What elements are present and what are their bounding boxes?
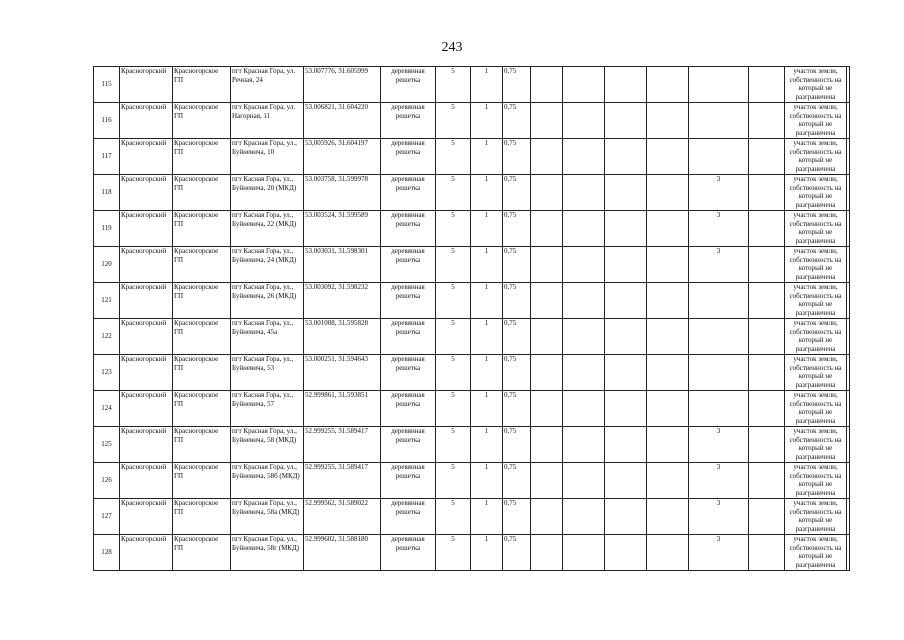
coordinates-cell: 53.003031, 31.598301: [304, 247, 381, 283]
land-status-cell: участок земли, собственность на который не разграничена: [785, 355, 847, 391]
value-c-cell: 0,75: [503, 391, 531, 427]
value-d-cell: 3: [689, 175, 749, 211]
empty-cell: [531, 391, 563, 427]
address-cell: пгт Касная Гора, ул., Буйневича, 26 (МКД): [231, 283, 304, 319]
value-b-cell: 1: [471, 103, 503, 139]
empty-cell: [531, 247, 563, 283]
coordinates-cell: 52.999602, 31.588180: [304, 535, 381, 571]
empty-cell: [605, 355, 647, 391]
table-row: [94, 211, 850, 247]
empty-cell: [749, 283, 785, 319]
empty-cell: [531, 139, 563, 175]
empty-cell: [531, 283, 563, 319]
district-cell: Красногорский: [120, 211, 173, 247]
address-cell: пгт Касная Гора, ул., Буйневича, 53: [231, 355, 304, 391]
fence-cell: деревянная решетка: [381, 535, 436, 571]
district-cell: Красногорский: [120, 67, 173, 103]
served-objects-cell: [847, 103, 850, 139]
value-a-cell: 5: [436, 499, 471, 535]
district-cell: Красногорский: [120, 175, 173, 211]
empty-cell: [531, 535, 563, 571]
row-number: 120: [94, 247, 120, 283]
empty-cell: [605, 535, 647, 571]
address-cell: пгт Касная Гора, ул., Буйневича, 24 (МКД): [231, 247, 304, 283]
page-number: 243: [441, 40, 463, 55]
value-a-cell: 5: [436, 319, 471, 355]
row-number: 121: [94, 283, 120, 319]
served-objects-cell: [847, 391, 850, 427]
served-objects-cell: [847, 211, 850, 247]
settlement-cell: Красногорское ГП: [173, 535, 231, 571]
value-a-cell: 5: [436, 211, 471, 247]
empty-cell: [647, 67, 689, 103]
coordinates-cell: 53.006821, 31.604220: [304, 103, 381, 139]
value-b-cell: 1: [471, 427, 503, 463]
value-c-cell: 0,75: [503, 535, 531, 571]
table-row: [94, 427, 850, 463]
value-c-cell: 0,75: [503, 211, 531, 247]
empty-cell: [749, 391, 785, 427]
settlement-cell: Красногорское ГП: [173, 427, 231, 463]
table-row: [94, 391, 850, 427]
value-c-cell: 0,75: [503, 175, 531, 211]
value-d-cell: 3: [689, 463, 749, 499]
empty-cell: [605, 463, 647, 499]
empty-cell: [605, 319, 647, 355]
table-row: [94, 355, 850, 391]
empty-cell: [605, 211, 647, 247]
empty-cell: [563, 211, 605, 247]
empty-cell: [749, 175, 785, 211]
value-b-cell: 1: [471, 175, 503, 211]
table-row: [94, 283, 850, 319]
value-b-cell: 1: [471, 463, 503, 499]
value-b-cell: 1: [471, 319, 503, 355]
empty-cell: [647, 247, 689, 283]
value-c-cell: 0,75: [503, 319, 531, 355]
coordinates-cell: 53.003092, 31.598232: [304, 283, 381, 319]
district-cell: Красногорский: [120, 355, 173, 391]
value-c-cell: 0,75: [503, 139, 531, 175]
empty-cell: [647, 427, 689, 463]
empty-cell: [605, 283, 647, 319]
empty-cell: [563, 499, 605, 535]
empty-cell: [647, 355, 689, 391]
district-cell: Красногорский: [120, 499, 173, 535]
settlement-cell: Красногорское ГП: [173, 139, 231, 175]
district-cell: Красногорский: [120, 139, 173, 175]
empty-cell: [531, 319, 563, 355]
value-d-cell: [689, 391, 749, 427]
value-b-cell: 1: [471, 391, 503, 427]
value-c-cell: 0,75: [503, 463, 531, 499]
empty-cell: [563, 67, 605, 103]
fence-cell: деревянная решетка: [381, 319, 436, 355]
address-cell: пгт Красная Гора, ул., Буйневича, 10: [231, 139, 304, 175]
land-status-cell: участок земли, собственность на который не разграничена: [785, 391, 847, 427]
settlement-cell: Красногорское ГП: [173, 499, 231, 535]
empty-cell: [531, 427, 563, 463]
address-cell: пгт Красная Гора, ул., Буйневича, 58а (МКД): [231, 499, 304, 535]
empty-cell: [605, 391, 647, 427]
table-row: [94, 139, 850, 175]
served-objects-cell: [847, 427, 850, 463]
value-d-cell: [689, 283, 749, 319]
table-row: [94, 499, 850, 535]
value-d-cell: [689, 139, 749, 175]
empty-cell: [647, 139, 689, 175]
address-cell: пгт Касная Гора, ул., Буйневича, 57: [231, 391, 304, 427]
empty-cell: [749, 355, 785, 391]
value-a-cell: 5: [436, 463, 471, 499]
empty-cell: [531, 355, 563, 391]
empty-cell: [605, 427, 647, 463]
value-d-cell: [689, 103, 749, 139]
empty-cell: [531, 175, 563, 211]
empty-cell: [531, 211, 563, 247]
row-number: 117: [94, 139, 120, 175]
value-b-cell: 1: [471, 67, 503, 103]
table-row: [94, 175, 850, 211]
district-cell: Красногорский: [120, 319, 173, 355]
fence-cell: деревянная решетка: [381, 211, 436, 247]
district-cell: Красногорский: [120, 391, 173, 427]
settlement-cell: Красногорское ГП: [173, 283, 231, 319]
empty-cell: [647, 319, 689, 355]
value-d-cell: 3: [689, 427, 749, 463]
value-c-cell: 0,75: [503, 247, 531, 283]
address-cell: пгт Красная Гора, ул. Нагорная, 11: [231, 103, 304, 139]
coordinates-cell: 53.007776, 31.605999: [304, 67, 381, 103]
empty-cell: [647, 463, 689, 499]
value-d-cell: [689, 319, 749, 355]
value-a-cell: 5: [436, 283, 471, 319]
address-cell: пгт Красная Гора, ул., Буйневича, 58г (МКД): [231, 535, 304, 571]
value-a-cell: 5: [436, 427, 471, 463]
value-d-cell: 3: [689, 499, 749, 535]
value-d-cell: 3: [689, 247, 749, 283]
value-a-cell: 5: [436, 247, 471, 283]
value-b-cell: 1: [471, 211, 503, 247]
fence-cell: деревянная решетка: [381, 103, 436, 139]
district-cell: Красногорский: [120, 463, 173, 499]
value-a-cell: 5: [436, 175, 471, 211]
served-objects-cell: [847, 463, 850, 499]
land-status-cell: участок земли, собственность на который не разграничена: [785, 463, 847, 499]
coordinates-cell: 52.999861, 31.593851: [304, 391, 381, 427]
value-c-cell: 0,75: [503, 355, 531, 391]
empty-cell: [749, 427, 785, 463]
empty-cell: [749, 535, 785, 571]
district-cell: Красногорский: [120, 103, 173, 139]
empty-cell: [749, 319, 785, 355]
settlement-cell: Красногорское ГП: [173, 319, 231, 355]
empty-cell: [605, 67, 647, 103]
served-objects-cell: [847, 355, 850, 391]
registry-table: [93, 66, 850, 571]
value-a-cell: 5: [436, 103, 471, 139]
empty-cell: [605, 247, 647, 283]
table-row: [94, 535, 850, 571]
served-objects-cell: [847, 247, 850, 283]
row-number: 115: [94, 67, 120, 103]
empty-cell: [563, 139, 605, 175]
table-row: [94, 463, 850, 499]
empty-cell: [563, 175, 605, 211]
address-cell: пгт Красная Гора, ул. Речная, 24: [231, 67, 304, 103]
table-row: [94, 247, 850, 283]
district-cell: Красногорский: [120, 283, 173, 319]
served-objects-cell: [847, 175, 850, 211]
empty-cell: [563, 535, 605, 571]
address-cell: пгт Красная Гора, ул., Буйневича, 58б (МКД): [231, 463, 304, 499]
district-cell: Красногорский: [120, 427, 173, 463]
settlement-cell: Красногорское ГП: [173, 391, 231, 427]
empty-cell: [647, 175, 689, 211]
row-number: 116: [94, 103, 120, 139]
coordinates-cell: 53.003758, 31.599978: [304, 175, 381, 211]
empty-cell: [563, 427, 605, 463]
empty-cell: [749, 139, 785, 175]
empty-cell: [563, 283, 605, 319]
value-b-cell: 1: [471, 247, 503, 283]
empty-cell: [563, 463, 605, 499]
district-cell: Красногорский: [120, 535, 173, 571]
settlement-cell: Красногорское ГП: [173, 67, 231, 103]
row-number: 126: [94, 463, 120, 499]
empty-cell: [605, 103, 647, 139]
fence-cell: деревянная решетка: [381, 391, 436, 427]
table-body: [94, 67, 850, 571]
land-status-cell: участок земли, собственность на который не разграничена: [785, 499, 847, 535]
value-a-cell: 5: [436, 67, 471, 103]
coordinates-cell: 53.003524, 31.599589: [304, 211, 381, 247]
address-cell: пгт Касная Гора, ул., Буйневича, 45а: [231, 319, 304, 355]
value-a-cell: 5: [436, 391, 471, 427]
row-number: 128: [94, 535, 120, 571]
row-number: 123: [94, 355, 120, 391]
fence-cell: деревянная решетка: [381, 247, 436, 283]
row-number: 124: [94, 391, 120, 427]
served-objects-cell: [847, 535, 850, 571]
value-b-cell: 1: [471, 535, 503, 571]
empty-cell: [605, 499, 647, 535]
value-d-cell: [689, 67, 749, 103]
settlement-cell: Красногорское ГП: [173, 355, 231, 391]
empty-cell: [749, 67, 785, 103]
district-cell: Красногорский: [120, 247, 173, 283]
row-number: 122: [94, 319, 120, 355]
value-a-cell: 5: [436, 139, 471, 175]
coordinates-cell: 52.999255, 31.589417: [304, 463, 381, 499]
empty-cell: [563, 391, 605, 427]
empty-cell: [749, 247, 785, 283]
empty-cell: [563, 247, 605, 283]
fence-cell: деревянная решетка: [381, 175, 436, 211]
value-a-cell: 5: [436, 355, 471, 391]
coordinates-cell: 52.999255, 31.589417: [304, 427, 381, 463]
table-row: [94, 103, 850, 139]
fence-cell: деревянная решетка: [381, 463, 436, 499]
empty-cell: [647, 499, 689, 535]
address-cell: пгт Касная Гора, ул., Буйневича, 22 (МКД): [231, 211, 304, 247]
served-objects-cell: [847, 283, 850, 319]
empty-cell: [531, 499, 563, 535]
address-cell: пгт Касная Гора, ул., Буйневича, 20 (МКД): [231, 175, 304, 211]
empty-cell: [563, 355, 605, 391]
empty-cell: [531, 67, 563, 103]
value-b-cell: 1: [471, 283, 503, 319]
empty-cell: [749, 499, 785, 535]
empty-cell: [563, 103, 605, 139]
empty-cell: [605, 175, 647, 211]
settlement-cell: Красногорское ГП: [173, 103, 231, 139]
value-c-cell: 0,75: [503, 283, 531, 319]
fence-cell: деревянная решетка: [381, 67, 436, 103]
settlement-cell: Красногорское ГП: [173, 247, 231, 283]
fence-cell: деревянная решетка: [381, 139, 436, 175]
empty-cell: [647, 535, 689, 571]
empty-cell: [647, 283, 689, 319]
row-number: 118: [94, 175, 120, 211]
land-status-cell: участок земли, собственность на который не разграничена: [785, 247, 847, 283]
land-status-cell: участок земли, собственность на который не разграничена: [785, 319, 847, 355]
land-status-cell: участок земли, собственность на который не разграничена: [785, 103, 847, 139]
row-number: 127: [94, 499, 120, 535]
value-c-cell: 0,75: [503, 103, 531, 139]
empty-cell: [647, 103, 689, 139]
value-a-cell: 5: [436, 535, 471, 571]
land-status-cell: участок земли, собственность на который не разграничена: [785, 427, 847, 463]
served-objects-cell: [847, 67, 850, 103]
empty-cell: [531, 463, 563, 499]
empty-cell: [605, 139, 647, 175]
value-c-cell: 0,75: [503, 67, 531, 103]
settlement-cell: Красногорское ГП: [173, 211, 231, 247]
fence-cell: деревянная решетка: [381, 499, 436, 535]
empty-cell: [749, 211, 785, 247]
value-d-cell: [689, 355, 749, 391]
coordinates-cell: 53.000251, 31.594643: [304, 355, 381, 391]
coordinates-cell: 52.999562, 31.589022: [304, 499, 381, 535]
settlement-cell: Красногорское ГП: [173, 463, 231, 499]
value-b-cell: 1: [471, 355, 503, 391]
coordinates-cell: 53,005926, 31,604197: [304, 139, 381, 175]
land-status-cell: участок земли, собственность на который не разграничена: [785, 211, 847, 247]
empty-cell: [749, 463, 785, 499]
land-status-cell: участок земли, собственность на который не разграничена: [785, 283, 847, 319]
row-number: 119: [94, 211, 120, 247]
value-b-cell: 1: [471, 499, 503, 535]
land-status-cell: участок земли, собственность на который не разграничена: [785, 535, 847, 571]
served-objects-cell: [847, 319, 850, 355]
value-d-cell: 3: [689, 211, 749, 247]
table-row: [94, 67, 850, 103]
value-c-cell: 0,75: [503, 427, 531, 463]
served-objects-cell: [847, 139, 850, 175]
value-d-cell: 3: [689, 535, 749, 571]
empty-cell: [531, 103, 563, 139]
value-c-cell: 0,75: [503, 499, 531, 535]
value-b-cell: 1: [471, 139, 503, 175]
land-status-cell: участок земли, собственность на который не разграничена: [785, 139, 847, 175]
settlement-cell: Красногорское ГП: [173, 175, 231, 211]
fence-cell: деревянная решетка: [381, 355, 436, 391]
fence-cell: деревянная решетка: [381, 283, 436, 319]
land-status-cell: участок земли, собственность на который не разграничена: [785, 175, 847, 211]
coordinates-cell: 53.001008, 31.595828: [304, 319, 381, 355]
row-number: 125: [94, 427, 120, 463]
empty-cell: [563, 319, 605, 355]
land-status-cell: участок земли, собственность на который не разграничена: [785, 67, 847, 103]
address-cell: пгт Красная Гора, ул., Буйневича, 58 (МКД): [231, 427, 304, 463]
fence-cell: деревянная решетка: [381, 427, 436, 463]
empty-cell: [647, 211, 689, 247]
table-row: [94, 319, 850, 355]
empty-cell: [647, 391, 689, 427]
served-objects-cell: [847, 499, 850, 535]
empty-cell: [749, 103, 785, 139]
